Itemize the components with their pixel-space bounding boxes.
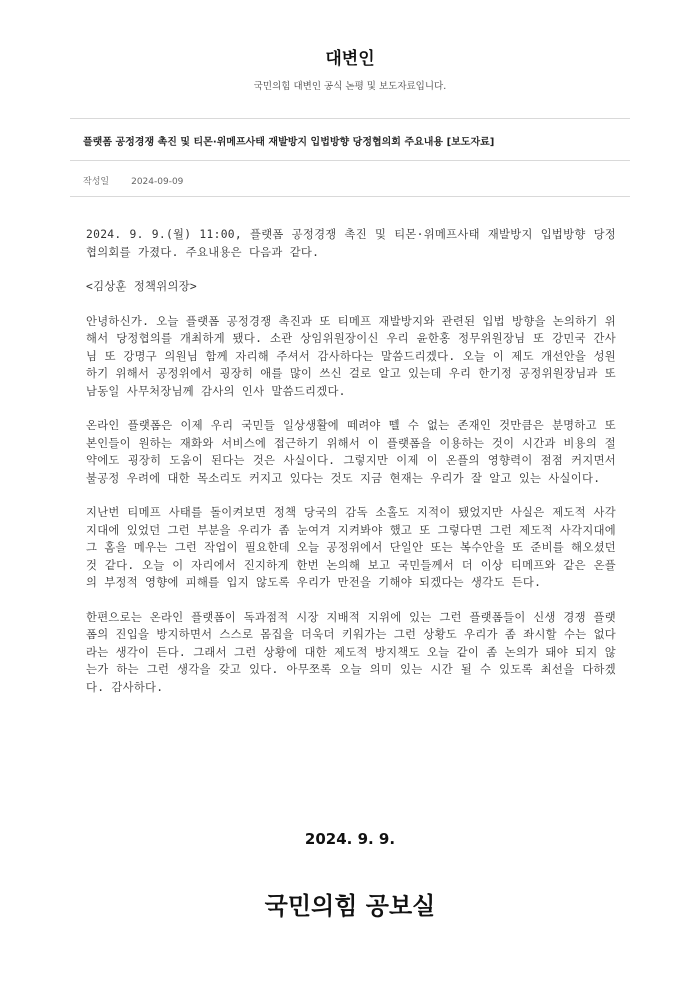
divider-top <box>70 118 630 119</box>
footer-date: 2024. 9. 9. <box>304 830 396 848</box>
post-title: 플랫폼 공정경쟁 촉진 및 티몬·위메프사태 재발방지 입법방향 당정협의회 주요내용 [보도자료] <box>83 137 495 148</box>
site-title: 대변인 <box>325 49 375 69</box>
post-meta <box>83 174 183 187</box>
date-label: 작성일 <box>83 177 110 187</box>
body-paragraph-4: 한편으로는 온라인 플랫폼이 독과점적 시장 지배적 지위에 있는 그런 플랫폼들이 신생 경쟁 플랫폼의 진입을 방지하면서 스스로 몸집을 더욱더 키워가는 그런 상황도 우리가 좀 좌시할 수는 없다라는 생각이 든다. 그래서 그런 상황에 대한 제도적 방지책도 오늘 같이 좀 논의가 돼야 되지 않는가 하는 그런 생각을 갖고 있다. 아무쪼록 오늘 의미 있는 시간 될 수 있도록 최선을 다하겠다. 감사하다. <box>86 610 616 694</box>
body-paragraph-1: 안녕하신가. 오늘 플랫폼 공정경쟁 촉진과 또 티메프 재발방지와 관련된 입법 방향을 논의하기 위해서 당정협의를 개최하게 됐다. 소관 상임위원장이신 우리 윤한홍 정무위원장님 또 강민국 간사님 또 강명구 의원님 함께 자리해 주셔서 감사하다는 말씀드리겠다. 오늘 이 제도 개선안을 성원하기 위해서 공정위에서 굉장히 애를 많이 쓰신 걸로 알고 있는데 우리 한기정 공정위원장님과 또 남동일 사무처장님께 감사의 인사 말씀드리겠다. <box>86 314 616 398</box>
divider-title <box>70 160 630 161</box>
site-description: 국민의힘 대변인 공식 논평 및 보도자료입니다. <box>253 81 447 92</box>
article-body <box>86 226 616 713</box>
speaker-label: <김상훈 정책위의장> <box>86 280 198 293</box>
footer-organization: 국민의힘 공보실 <box>264 892 436 920</box>
intro-paragraph: 2024. 9. 9.(월) 11:00, 플랫폼 공정경쟁 촉진 및 티몬·위메프사태 재발방지 입법방향 당정협의회를 가졌다. 주요내용은 다음과 같다. <box>86 228 616 259</box>
body-paragraph-2: 온라인 플랫폼은 이제 우리 국민들 일상생활에 떼려야 뗄 수 없는 존재인 것만큼은 분명하고 또 본인들이 원하는 재화와 서비스에 접근하기 위해서 이 플랫폼을 이용하는 것이 시간과 비용의 절약에도 굉장히 도움이 된다는 것은 사실이다. 그렇지만 이제 이 온플의 영향력이 점점 커지면서 불공정 우려에 대한 목소리도 커지고 있다는 것도 지금 현재는 우리가 잘 알고 있는 사실이다. <box>86 419 616 485</box>
divider-meta <box>70 196 630 197</box>
post-date: 2024-09-09 <box>131 177 184 187</box>
body-paragraph-3: 지난번 티메프 사태를 돌이켜보면 정책 당국의 감독 소홀도 지적이 됐었지만 사실은 제도적 사각지대에 있었던 그런 부분을 우리가 좀 눈여겨 지켜봐야 했고 또 그렇다면 그런 제도적 사각지대에 그 홈을 메우는 그런 작업이 필요한데 오늘 공정위에서 단일안 또는 복수안을 또 준비를 해오셨던 것 같다. 오늘 이 자리에서 진지하게 한번 논의해 보고 국민들께서 더 이상 티메프와 같은 온플의 부정적 영향에 피해를 입지 않도록 우리가 만전을 기해야 되겠다는 생각도 든다. <box>86 506 616 589</box>
